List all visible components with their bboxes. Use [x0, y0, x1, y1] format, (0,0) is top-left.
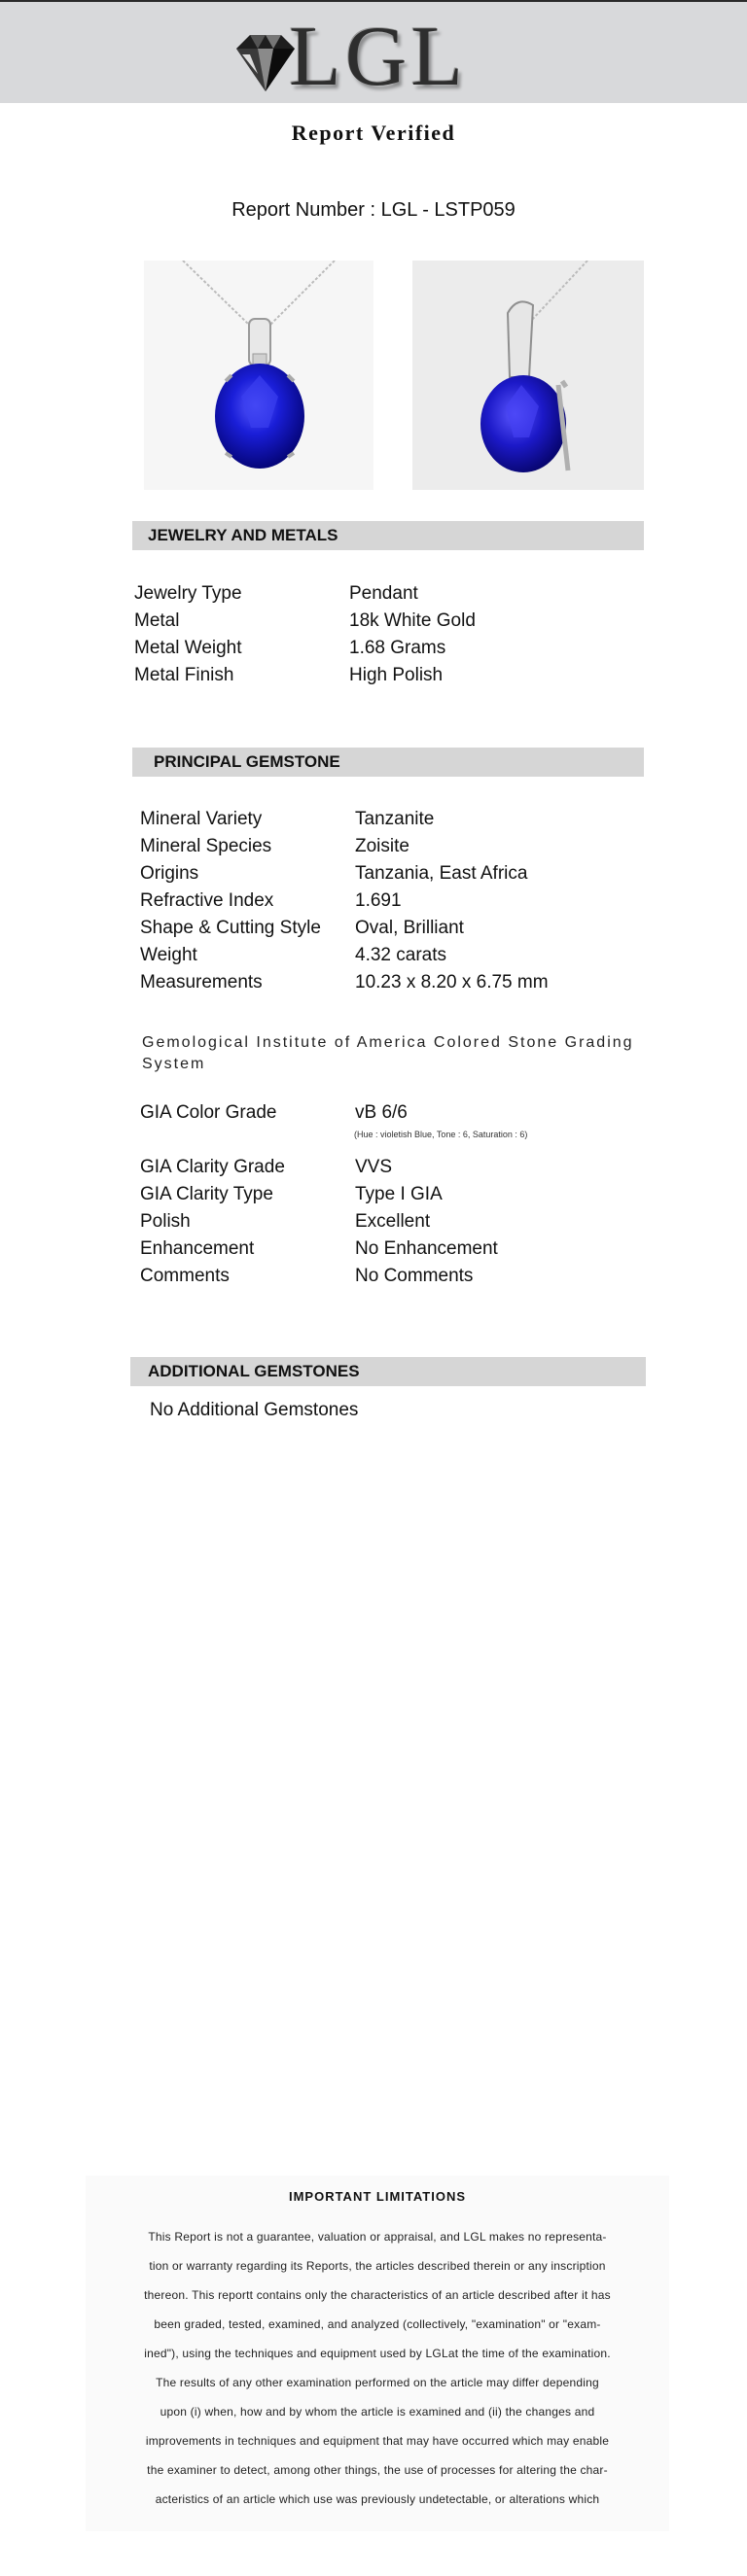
measurements-label: Measurements: [140, 972, 263, 992]
gia-color-grade-note: (Hue : violetish Blue, Tone : 6, Saturation : 6): [354, 1130, 528, 1139]
mineral-variety-value: Tanzanite: [355, 809, 435, 829]
polish-label: Polish: [140, 1211, 191, 1232]
enhancement-label: Enhancement: [140, 1238, 255, 1259]
measurements-value: 10.23 x 8.20 x 6.75 mm: [355, 972, 549, 992]
origins-value: Tanzania, East Africa: [355, 863, 528, 884]
jewelry-type-label: Jewelry Type: [134, 583, 242, 604]
gia-color-grade-label: GIA Color Grade: [140, 1102, 277, 1123]
limitations-line: been graded, tested, examined, and analyzed (collectively, "examination" or "exam-: [154, 2317, 601, 2331]
metal-finish-value: High Polish: [349, 665, 444, 685]
limitations-line: The results of any other examination performed on the article may differ depending: [156, 2376, 599, 2389]
limitations-line: thereon. This reportt contains only the characteristics of an article described after it has: [144, 2288, 611, 2302]
logo-text: LGL: [289, 10, 468, 104]
shape-cutting-value: Oval, Brilliant: [355, 918, 464, 938]
gia-system-title-line2: System: [142, 1056, 206, 1072]
metal-value: 18k White Gold: [349, 610, 476, 631]
weight-label: Weight: [140, 945, 197, 965]
pendant-side-photo: [412, 261, 644, 490]
comments-label: Comments: [140, 1266, 230, 1286]
limitations-line: ined"), using the techniques and equipment used by LGLat the time of the examination.: [144, 2347, 611, 2360]
metal-weight-value: 1.68 Grams: [349, 638, 446, 658]
principal-gemstone-panel: [128, 785, 644, 1310]
limitations-line: improvements in techniques and equipment that may have occurred which may enable: [145, 2434, 610, 2448]
gia-color-grade-value: vB 6/6: [355, 1102, 408, 1123]
polish-value: Excellent: [355, 1211, 431, 1232]
limitations-line: tion or warranty regarding its Reports, the articles described therein or any inscription: [149, 2259, 606, 2273]
no-additional-gemstones-text: No Additional Gemstones: [150, 1400, 359, 1420]
metal-weight-label: Metal Weight: [134, 638, 242, 658]
origins-label: Origins: [140, 863, 199, 884]
important-limitations-heading: IMPORTANT LIMITATIONS: [288, 2189, 467, 2204]
pendant-front-photo: [144, 261, 374, 490]
comments-value: No Comments: [355, 1266, 474, 1286]
page-title: Report Verified: [291, 121, 456, 145]
header-bar: [0, 0, 747, 103]
refractive-index-label: Refractive Index: [140, 890, 274, 911]
jewelry-metals-panel: [128, 562, 644, 708]
report-number: Report Number : LGL - LSTP059: [231, 199, 516, 221]
lgl-logo: [229, 10, 468, 104]
metal-finish-label: Metal Finish: [134, 665, 234, 685]
limitations-line: This Report is not a guarantee, valuation or appraisal, and LGL makes no representa-: [148, 2230, 607, 2244]
weight-value: 4.32 carats: [355, 945, 446, 965]
gia-clarity-type-label: GIA Clarity Type: [140, 1184, 273, 1204]
jewelry-type-value: Pendant: [349, 583, 418, 604]
enhancement-value: No Enhancement: [355, 1238, 498, 1259]
principal-gemstone-heading: PRINCIPAL GEMSTONE: [132, 748, 644, 777]
gia-clarity-grade-label: GIA Clarity Grade: [140, 1157, 285, 1177]
metal-label: Metal: [134, 610, 180, 631]
shape-cutting-label: Shape & Cutting Style: [140, 918, 321, 938]
mineral-species-label: Mineral Species: [140, 836, 272, 856]
mineral-species-value: Zoisite: [355, 836, 409, 856]
limitations-line: upon (i) when, how and by whom the article is examined and (ii) the changes and: [160, 2405, 595, 2419]
refractive-index-value: 1.691: [355, 890, 402, 911]
gia-clarity-grade-value: VVS: [355, 1157, 393, 1177]
gia-clarity-type-value: Type I GIA: [355, 1184, 443, 1204]
important-limitations-panel: [86, 2176, 669, 2531]
limitations-line: the examiner to detect, among other things, the use of processes for altering the char-: [147, 2463, 608, 2477]
limitations-line: acteristics of an article which use was previously undetectable, or alterations which: [155, 2492, 600, 2506]
mineral-variety-label: Mineral Variety: [140, 809, 263, 829]
gia-system-title-line1: Gemological Institute of America Colored Stone Grading: [142, 1034, 634, 1051]
additional-gemstones-heading: ADDITIONAL GEMSTONES: [130, 1357, 646, 1386]
jewelry-metals-heading: JEWELRY AND METALS: [132, 521, 644, 550]
